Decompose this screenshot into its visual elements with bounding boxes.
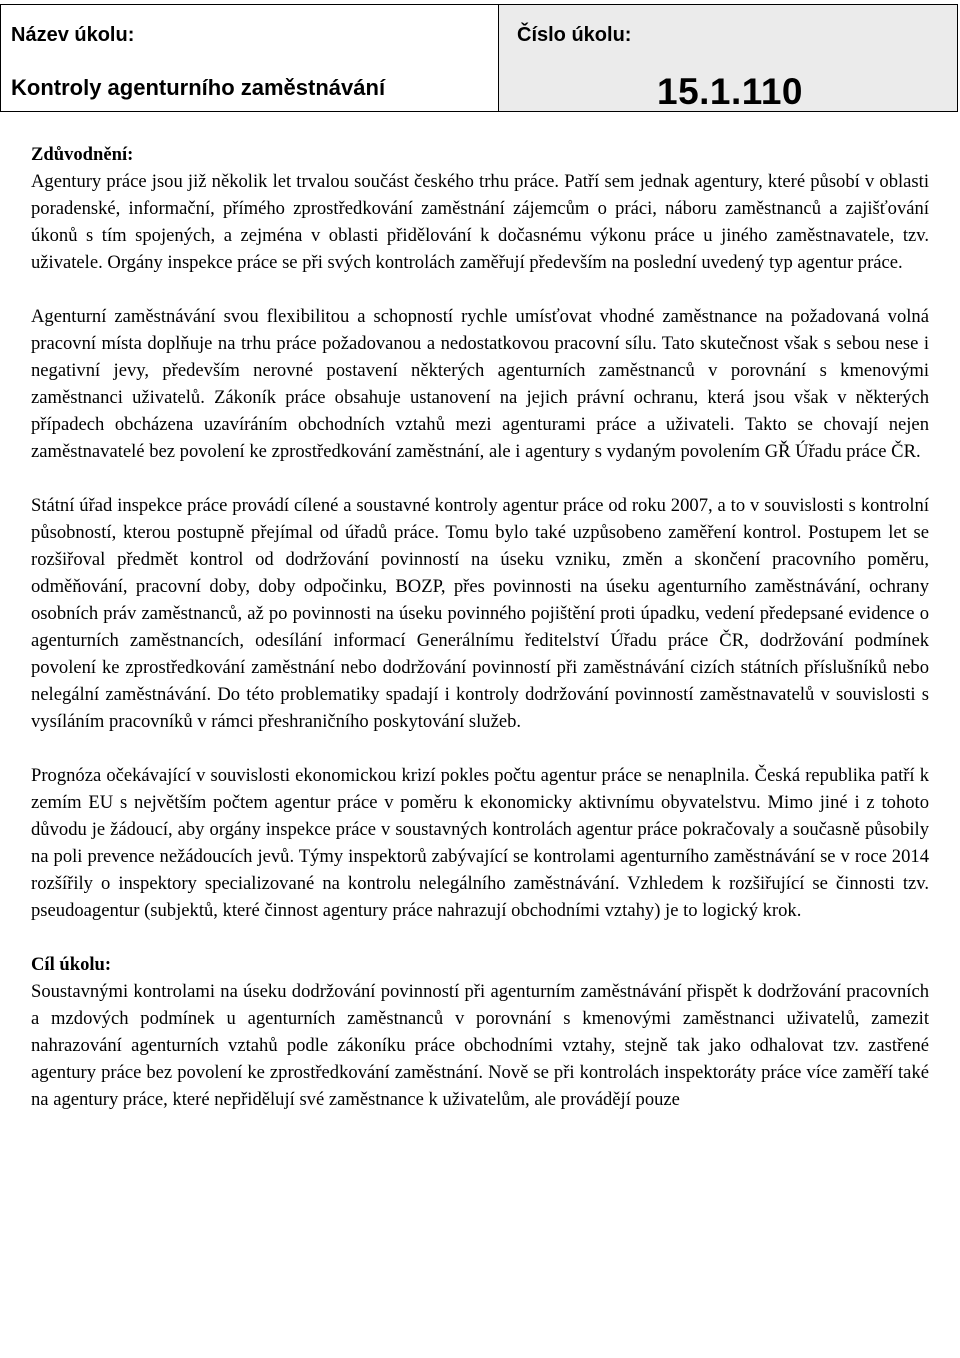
justification-heading: Zdůvodnění: [31,144,134,165]
goal-heading: Cíl úkolu: [31,954,112,975]
task-number-cell [499,5,957,111]
goal-paragraph: Soustavnými kontrolami na úseku dodržování povinností při agenturním zaměstnávání přispět k dodržování pracovních a mzdových podmínek u agenturních zaměstnanců v porovnání s kmenovými zaměstnanci uživatelů, zamezit nahrazování agenturních vztahů podle zákoníku práce obchodními vztahy, stejně tak jako odhalovat tzv. zastřené agentury práce bez povolení ke zprostředkování zaměstnání. Nově se při kontrolách inspektoráty práce více zaměří také na agentury práce, které nepřidělují své zaměstnance k uživatelům, ale provádějí pouze [31,981,929,1110]
task-number-label: Číslo úkolu: [517,24,632,46]
task-name-cell [1,5,499,111]
task-number: 15.1.110 [657,71,803,112]
document-body [31,141,929,1113]
task-name: Kontroly agenturního zaměstnávání [11,75,386,100]
justification-paragraph-3: Státní úřad inspekce práce provádí cílené a soustavné kontroly agentur práce od roku 2007, a to v souvislosti s kontrolní působností, kterou postupně přejímal od úřadů práce. Tomu bylo také uzpůsobeno zaměření kontrol. Postupem let se rozšiřoval předmět kontrol od dodržování povinností na úseku vzniku, změn a skončení pracovního poměru, odměňování, pracovní doby, doby odpočinku, BOZP, přes povinnosti na úseku agenturního zaměstnávání, ochrany osobních práv zaměstnanců, až po povinnosti na úseku povinného pojištění proti úpadku, vedení předepsané evidence o agenturních zaměstnancích, odesílání informací Generálnímu ředitelství Úřadu práce ČR, dodržování podmínek povolení ke zprostředkování zaměstnání nebo dodržování povinností při zaměstnávání cizích státních příslušníků nebo nelegální zaměstnávání. Do této problematiky spadají i kontroly dodržování povinností zaměstnavatelů v souvislosti s vysíláním pracovníků v rámci přeshraničního poskytování služeb. [31,495,929,732]
justification-paragraph-1: Agentury práce jsou již několik let trvalou součást českého trhu práce. Patří sem jednak agentury, které působí v oblasti poradenské, informační, přímého zprostředkování zaměstnání zájemcům o práci, náboru zaměstnanců a zajišťování úkonů s tím spojených, a zejména v oblasti přidělování k dočasnému výkonu práce u jiného zaměstnavatele, tzv. uživatele. Orgány inspekce práce se při svých kontrolách zaměřují především na poslední uvedený typ agentur práce. [31,171,929,273]
justification-paragraph-2: Agenturní zaměstnávání svou flexibilitou a schopností rychle umísťovat vhodné zaměstnance na požadovaná volná pracovní místa doplňuje na trhu práce požadovanou a nedostatkovou pracovní sílu. Tato skutečnost však s sebou nese i negativní jevy, především nerovné postavení některých agenturních zaměstnanců v porovnání s kmenovými zaměstnanci uživatelů. Zákoník práce obsahuje ustanovení na jejich právní ochranu, která jsou však v některých případech obcházena uzavíráním obchodních vztahů mezi agenturami práce a uživateli. Takto se chovají nejen zaměstnavatelé bez povolení ke zprostředkování zaměstnání, ale i agentury s vydaným povolením GŘ Úřadu práce ČR. [31,306,929,462]
task-header-table [0,4,958,112]
justification-paragraph-4: Prognóza očekávající v souvislosti ekonomickou krizí pokles počtu agentur práce se nenaplnila. Česká republika patří k zemím EU s největším počtem agentur práce v poměru k ekonomicky aktivnímu obyvatelstvu. Mimo jiné i z tohoto důvodu je žádoucí, aby orgány inspekce práce v soustavných kontrolách agentur práce pokračovaly a současně působily na poli prevence nežádoucích jevů. Týmy inspektorů zabývající se kontrolami agenturního zaměstnávání se v roce 2014 rozšířily o inspektory specializované na kontrolu nelegálního zaměstnávání. Vzhledem k rozšiřující se činnosti tzv. pseudoagentur (subjektů, které činnost agentury práce nahrazují obchodními vztahy) je to logický krok. [31,765,929,921]
task-name-label: Název úkolu: [11,24,135,46]
